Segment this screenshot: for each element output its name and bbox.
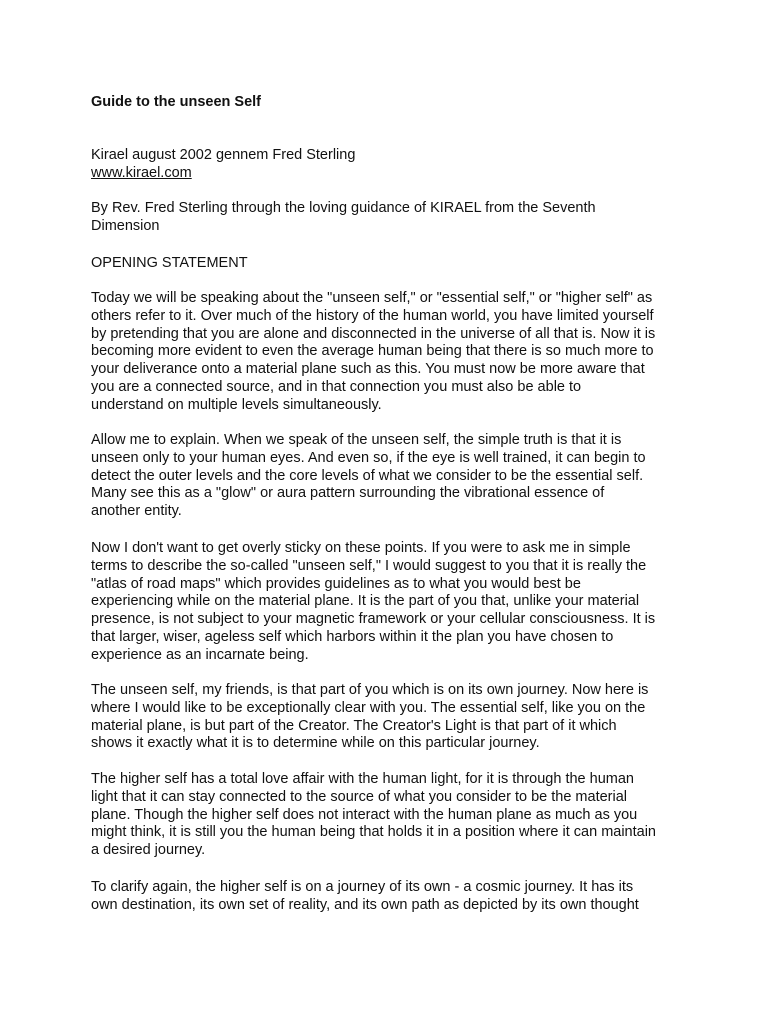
text-line: becoming more evident to even the average human being that there is so much more to <box>91 343 654 360</box>
text-line: you are a connected source, and in that connection you must also be able to <box>91 378 582 395</box>
text-line: that larger, wiser, ageless self which harbors within it the plan you have chosen to <box>91 628 614 645</box>
text-line: Now I don't want to get overly sticky on these points. If you were to ask me in simple <box>91 540 631 556</box>
document-title: Guide to the unseen Self <box>91 94 261 110</box>
text-line: might think, it is still you the human being that holds it in a position where it can maintain <box>91 824 656 841</box>
paragraph-4 <box>91 682 691 753</box>
text-line: material plane, is but part of the Creator. The Creator's Light is that part of it which <box>91 717 617 734</box>
text-line: To clarify again, the higher self is on a journey of its own - a cosmic journey. It has its <box>91 879 634 895</box>
paragraph-6 <box>91 879 691 915</box>
text-line: "atlas of road maps" which provides guidelines as to what you would best be <box>91 575 581 592</box>
paragraph-2 <box>91 432 691 521</box>
text-line: detect the outer levels and the core levels of what we consider to be the essential self. <box>91 467 644 484</box>
text-line: plane. Though the higher self does not interact with the human plane as much as you <box>91 806 638 823</box>
paragraph-3 <box>91 540 691 665</box>
text-line: another entity. <box>91 503 182 520</box>
text-line: shows it exactly what it is to determine while on this particular journey. <box>91 735 540 752</box>
paragraph-1 <box>91 290 691 415</box>
text-line: by pretending that you are alone and disconnected in the universe of all that is. Now it is <box>91 325 656 342</box>
text-line: own destination, its own set of reality, and its own path as depicted by its own thought <box>91 896 639 913</box>
text-line: Many see this as a "glow" or aura pattern surrounding the vibrational essence of <box>91 485 605 502</box>
text-line: The unseen self, my friends, is that part of you which is on its own journey. Now here is <box>91 682 649 698</box>
section-heading: OPENING STATEMENT <box>91 255 248 271</box>
text-line: others refer to it. Over much of the history of the human world, you have limited yourself <box>91 307 654 324</box>
text-line: terms to describe the so-called "unseen self," I would suggest to you that it is really the <box>91 557 647 574</box>
text-line: Today we will be speaking about the "unseen self," or "essential self," or "higher self" as <box>91 290 653 306</box>
paragraph-5 <box>91 771 691 860</box>
text-line: understand on multiple levels simultaneously. <box>91 396 382 413</box>
byline-line: Dimension <box>91 217 160 234</box>
text-line: your deliverance onto a material plane such as this. You must now be more aware that <box>91 361 645 378</box>
text-line: presence, is not subject to your magnetic framework or your cellular consciousness. It is <box>91 611 656 628</box>
text-line: light that it can stay connected to the source of what you consider to be the material <box>91 788 628 805</box>
source-block <box>91 147 691 183</box>
text-line: Allow me to explain. When we speak of the unseen self, the simple truth is that it is <box>91 432 622 448</box>
text-line: unseen only to your human eyes. And even so, if the eye is well trained, it can begin to <box>91 449 646 466</box>
text-line: experience as an incarnate being. <box>91 646 309 663</box>
byline-line: By Rev. Fred Sterling through the loving guidance of KIRAEL from the Seventh <box>91 200 596 216</box>
byline-block <box>91 200 691 236</box>
source-line: Kirael august 2002 gennem Fred Sterling <box>91 147 356 163</box>
text-line: experiencing while on the material plane. It is the part of you that, unlike your material <box>91 593 640 610</box>
website-link[interactable]: www.kirael.com <box>91 164 192 181</box>
text-line: The higher self has a total love affair with the human light, for it is through the human <box>91 771 634 787</box>
text-line: where I would like to be exceptionally clear with you. The essential self, like you on the <box>91 699 646 716</box>
text-line: a desired journey. <box>91 842 206 859</box>
